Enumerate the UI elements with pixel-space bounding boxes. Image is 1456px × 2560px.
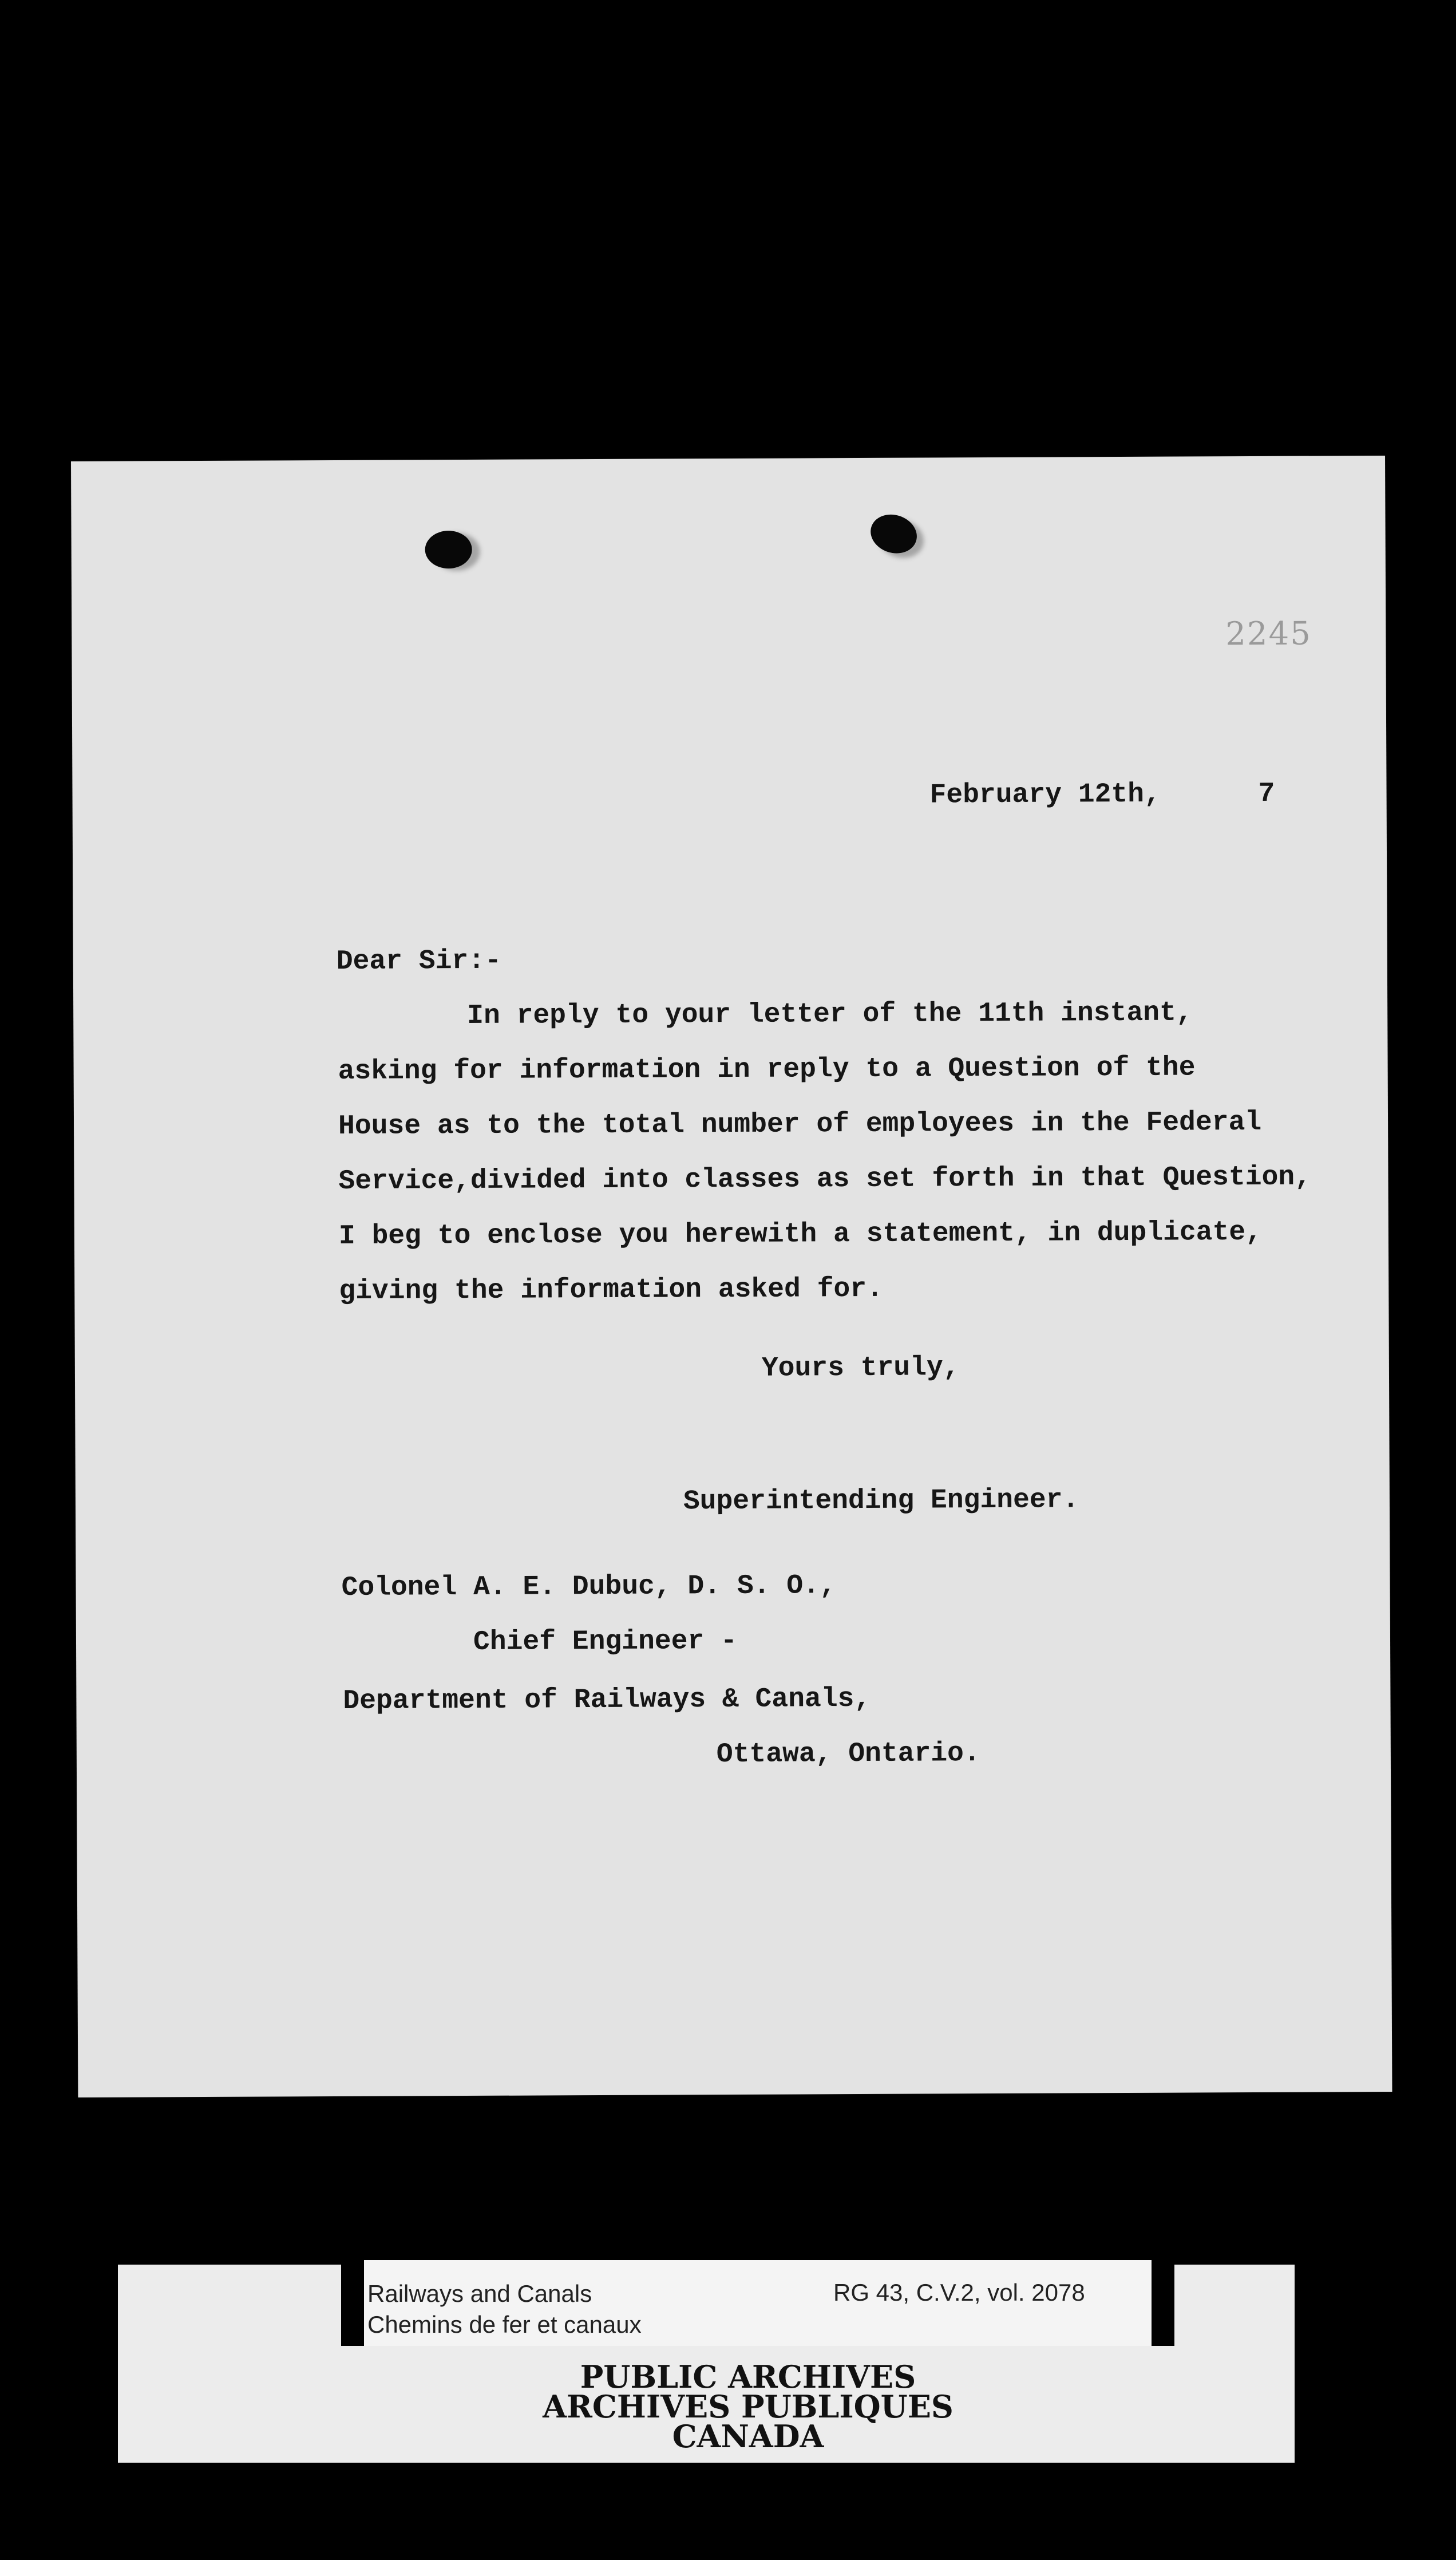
archive-fonds-en: Railways and Canals (367, 2280, 592, 2307)
addressee-name: Colonel A. E. Dubuc, D. S. O., (341, 1570, 836, 1603)
letter-page (71, 456, 1392, 2097)
letter-date-year: 7 (1258, 778, 1275, 809)
punch-hole-right (865, 509, 921, 559)
archive-country: CANADA (672, 2418, 824, 2455)
body-line: I beg to enclose you herewith a statement, in duplicate, (338, 1216, 1263, 1252)
punch-hole-left (425, 531, 472, 568)
salutation: Dear Sir:- (336, 945, 501, 977)
body-line: Service,divided into classes as set forth in that Question, (338, 1162, 1312, 1197)
archive-fonds-fr: Chemins de fer et canaux (367, 2311, 642, 2338)
body-line: asking for information in reply to a Question of the (338, 1052, 1196, 1087)
body-line: giving the information asked for. (339, 1273, 884, 1307)
signature-title: Superintending Engineer. (683, 1484, 1079, 1518)
stamp-number: 2245 (1225, 615, 1312, 653)
body-line: House as to the total number of employees in the Federal (338, 1107, 1262, 1142)
archive-reference: RG 43, C.V.2, vol. 2078 (833, 2279, 1085, 2306)
addressee-city: Ottawa, Ontario. (716, 1738, 980, 1771)
addressee-department: Department of Railways & Canals, (343, 1683, 871, 1717)
closing: Yours truly, (761, 1352, 960, 1384)
addressee-title: Chief Engineer - (473, 1625, 737, 1658)
body-line: In reply to your letter of the 11th instant, (467, 997, 1193, 1032)
archive-institution-fr: ARCHIVES PUBLIQUES (543, 2388, 953, 2425)
letter-date: February 12th, (929, 779, 1161, 811)
archive-institution-en: PUBLIC ARCHIVES (580, 2358, 916, 2395)
